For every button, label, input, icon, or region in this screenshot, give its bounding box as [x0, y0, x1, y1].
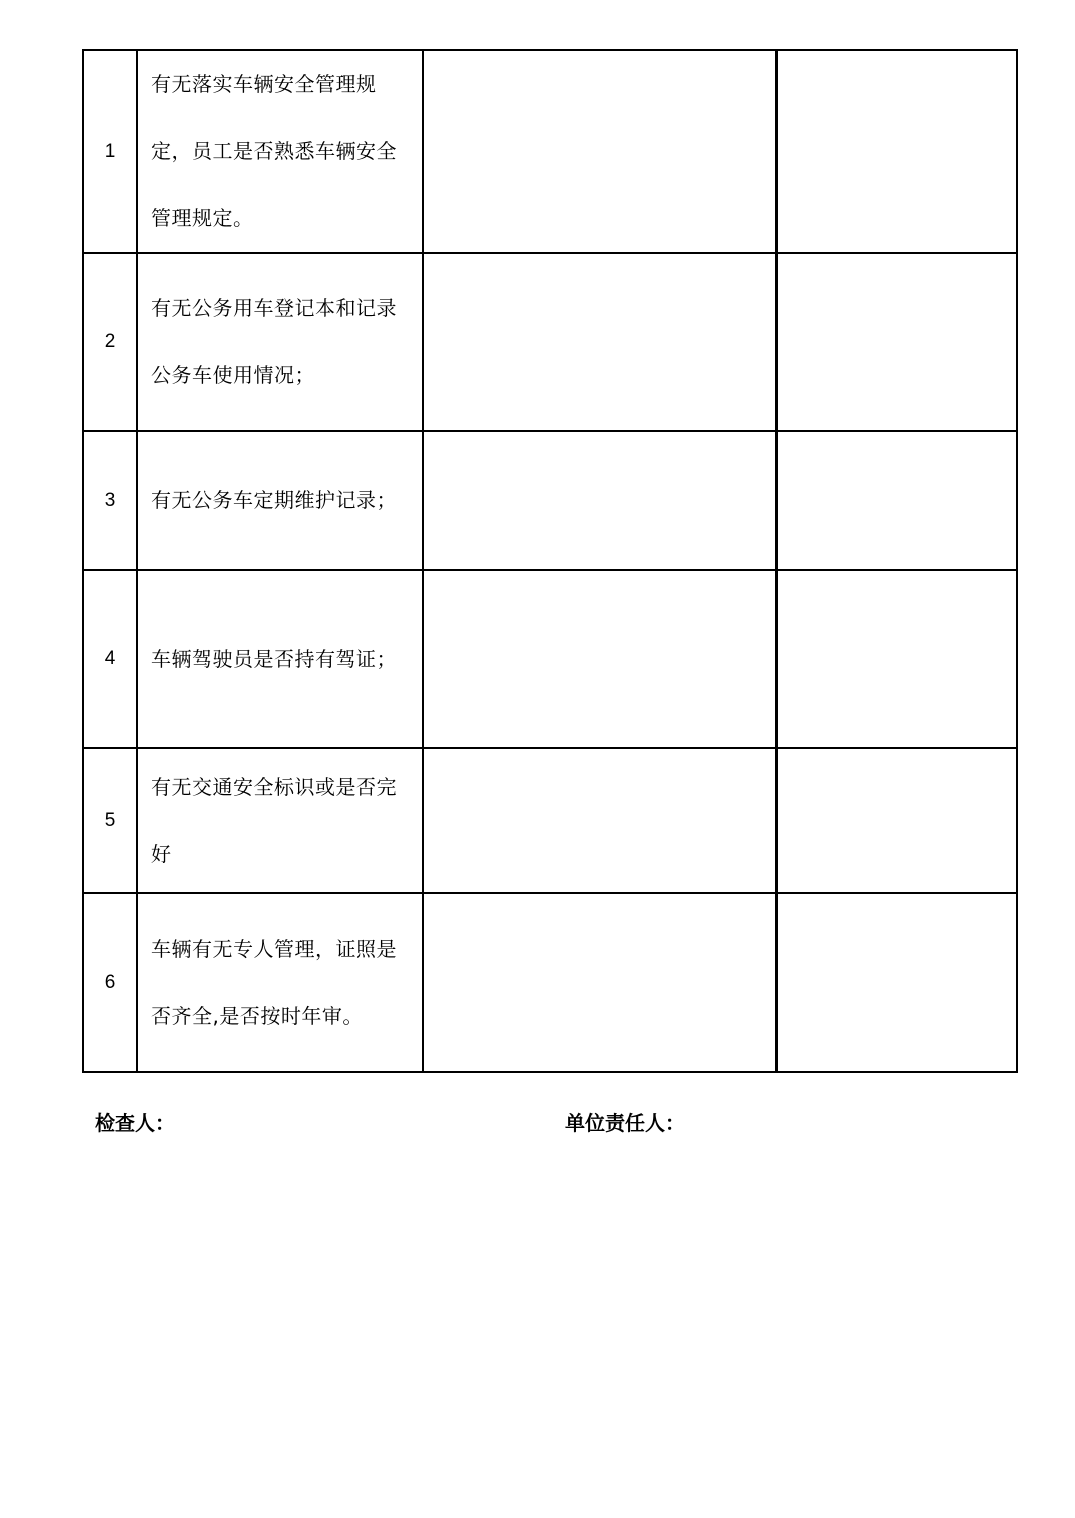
table-row [83, 748, 1017, 893]
row-number: 1 [83, 50, 137, 253]
result-cell[interactable] [423, 50, 776, 253]
responsible-person-signature-label: 单位责任人： [565, 1111, 685, 1135]
inspection-checklist-table [82, 49, 1018, 1073]
check-item: 车辆驾驶员是否持有驾证； [137, 570, 423, 748]
check-item: 有无公务用车登记本和记录公务车使用情况； [137, 253, 423, 431]
result-cell[interactable] [423, 748, 776, 893]
remark-cell[interactable] [776, 748, 1017, 893]
check-item: 车辆有无专人管理，证照是否齐全,是否按时年审。 [137, 893, 423, 1072]
table-row [83, 893, 1017, 1072]
remark-cell[interactable] [776, 431, 1017, 570]
table-row [83, 50, 1017, 253]
row-number: 2 [83, 253, 137, 431]
result-cell[interactable] [423, 570, 776, 748]
row-number: 6 [83, 893, 137, 1072]
table-row [83, 570, 1017, 748]
check-item: 有无公务车定期维护记录； [137, 431, 423, 570]
check-item: 有无落实车辆安全管理规定，员工是否熟悉车辆安全管理规定。 [137, 50, 423, 253]
row-number: 5 [83, 748, 137, 893]
row-number: 3 [83, 431, 137, 570]
table-row [83, 253, 1017, 431]
remark-cell[interactable] [776, 253, 1017, 431]
table-row [83, 431, 1017, 570]
result-cell[interactable] [423, 893, 776, 1072]
result-cell[interactable] [423, 253, 776, 431]
result-cell[interactable] [423, 431, 776, 570]
row-number: 4 [83, 570, 137, 748]
check-item: 有无交通安全标识或是否完好 [137, 748, 423, 893]
inspector-signature-label: 检查人： [95, 1111, 175, 1135]
remark-cell[interactable] [776, 570, 1017, 748]
remark-cell[interactable] [776, 893, 1017, 1072]
remark-cell[interactable] [776, 50, 1017, 253]
